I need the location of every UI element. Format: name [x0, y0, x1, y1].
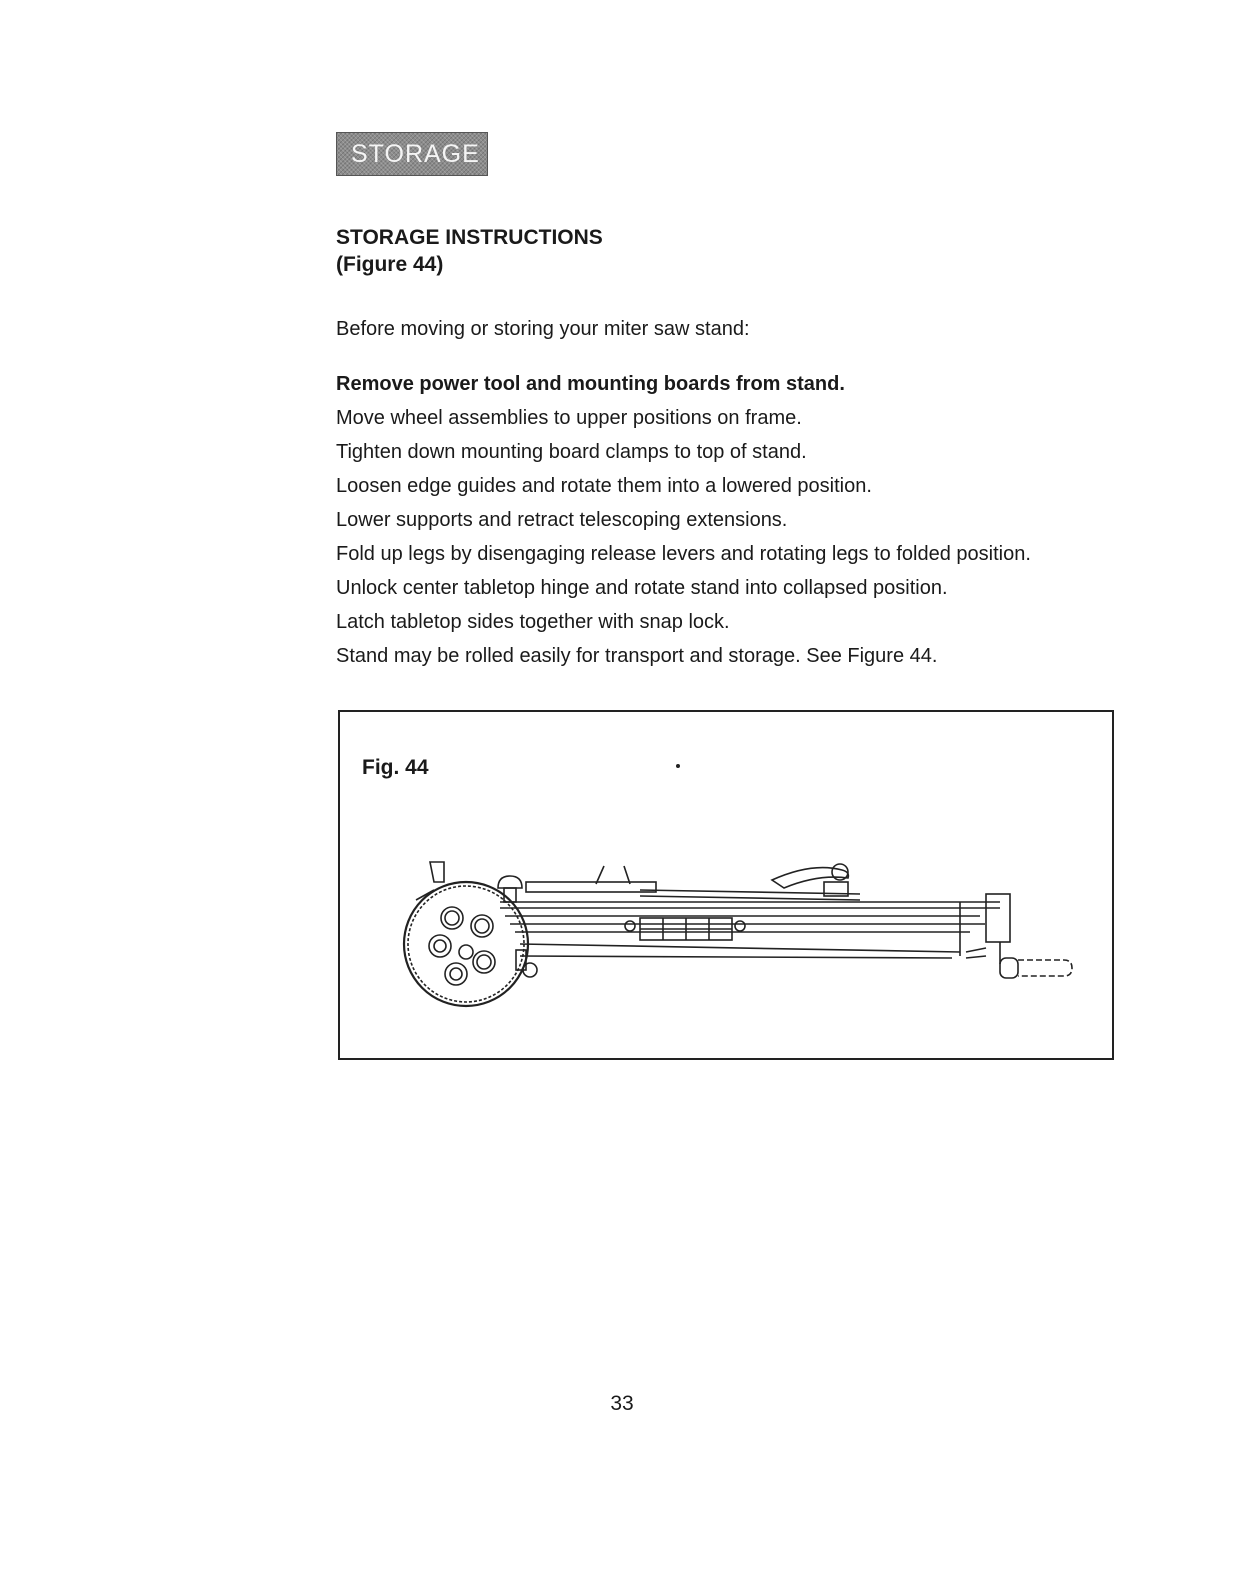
step-item: Fold up legs by disengaging release levers and rotating legs to folded position. [336, 543, 1031, 565]
stray-mark [677, 765, 679, 767]
frame-rails [500, 902, 1000, 958]
step-item: Remove power tool and mounting boards from stand. [336, 373, 845, 395]
step-item: Stand may be rolled easily for transport and storage. See Figure 44. [336, 645, 938, 667]
leg-end-foot [966, 894, 1072, 978]
lever-handle [772, 864, 848, 896]
step-item: Latch tabletop sides together with snap lock. [336, 611, 730, 633]
folded-stand-illustration [340, 712, 1112, 1058]
storage-instructions-heading [336, 224, 603, 278]
center-hinge [625, 918, 745, 940]
wheel-bracket [516, 950, 537, 977]
step-item: Lower supports and retract telescoping extensions. [336, 509, 788, 531]
heading-figure-ref: (Figure 44) [336, 253, 444, 276]
figure-label: Fig. 44 [362, 756, 429, 779]
section-tab-storage [336, 132, 488, 176]
step-item: Tighten down mounting board clamps to top of stand. [336, 441, 807, 463]
mounting-board-top [526, 866, 860, 900]
wheel-assembly [404, 862, 528, 1006]
heading-title: STORAGE INSTRUCTIONS [336, 226, 603, 249]
step-item: Loosen edge guides and rotate them into a lowered position. [336, 475, 872, 497]
figure-44-box [338, 710, 1114, 1060]
step-item: Unlock center tabletop hinge and rotate stand into collapsed position. [336, 577, 948, 599]
intro-text: Before moving or storing your miter saw stand: [336, 318, 750, 340]
storage-steps-list [336, 372, 1076, 678]
step-item: Move wheel assemblies to upper positions on frame. [336, 407, 802, 429]
section-tab-label: STORAGE [351, 140, 480, 168]
page-number: 33 [610, 1392, 634, 1415]
